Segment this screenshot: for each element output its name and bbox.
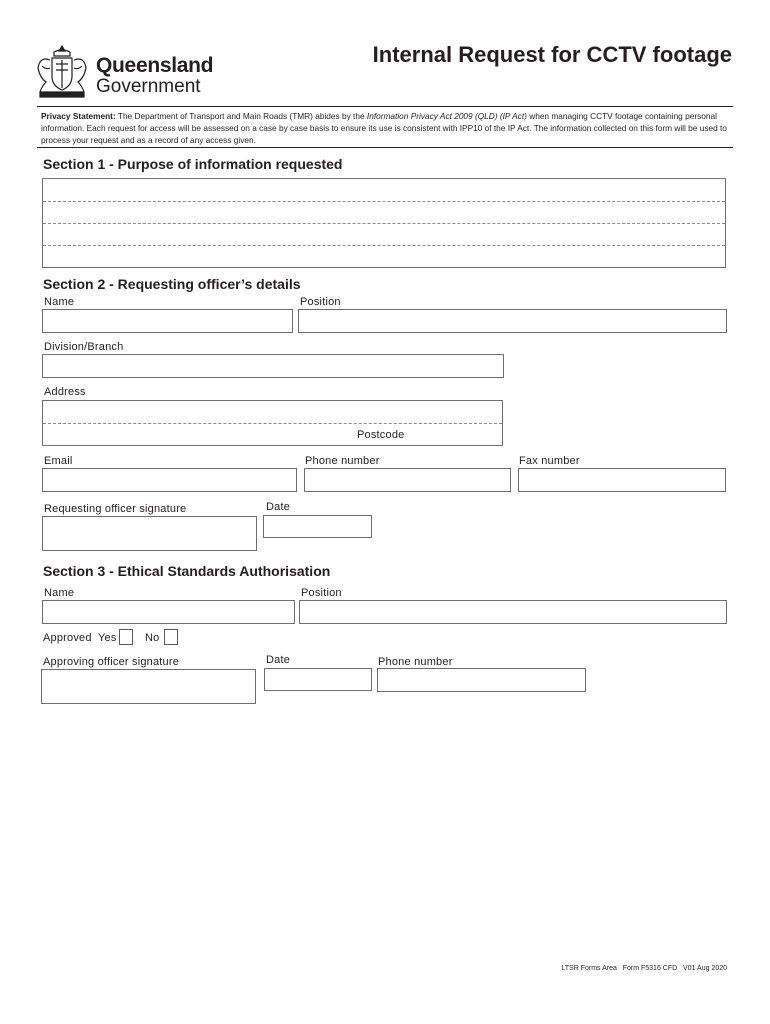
auth-name-field[interactable] — [42, 600, 295, 624]
form-footer: LTSR Forms Area Form F5316 CFD V01 Aug 2020 — [561, 965, 727, 972]
qld-government-logo — [34, 42, 214, 102]
email-label: Email — [44, 455, 73, 467]
logo-line-1: Queensland — [96, 54, 214, 77]
section-1-heading: Section 1 - Purpose of information requested — [43, 156, 343, 172]
page-title: Internal Request for CCTV footage — [372, 42, 732, 67]
phone-label: Phone number — [305, 455, 380, 467]
position-label: Position — [300, 296, 341, 308]
requesting-signature-label: Requesting officer signature — [44, 503, 187, 515]
address-field[interactable] — [42, 400, 503, 446]
privacy-label: Privacy Statement: — [41, 111, 116, 121]
approving-signature-field[interactable] — [41, 669, 256, 704]
address-label: Address — [44, 386, 86, 398]
division-field[interactable] — [42, 354, 504, 378]
section-3-heading: Section 3 - Ethical Standards Authorisation — [43, 563, 331, 579]
privacy-act-name: Information Privacy Act 2009 (QLD) (IP Act) — [366, 111, 527, 121]
auth-phone-label: Phone number — [378, 656, 453, 668]
approved-no-checkbox[interactable] — [164, 629, 178, 645]
approved-label: Approved — [43, 632, 92, 644]
privacy-text-b: when managing CCTV footage containing personal information. Each request for access will be assessed on a case by case basis to ensure its use is consistent with IPP10 of the IP Act. The information collected on this form will be used to process your request and as a record of any access given. — [41, 111, 727, 145]
fax-field[interactable] — [518, 468, 726, 492]
yes-label: Yes — [98, 632, 117, 644]
auth-position-field[interactable] — [299, 600, 727, 624]
privacy-text-a: The Department of Transport and Main Roads (TMR) abides by the — [117, 111, 367, 121]
coat-of-arms-icon — [34, 42, 90, 100]
no-label: No — [145, 632, 160, 644]
fax-label: Fax number — [519, 455, 580, 467]
purpose-field[interactable] — [42, 178, 726, 268]
approved-yes-checkbox[interactable] — [119, 629, 133, 645]
email-field[interactable] — [42, 468, 297, 492]
requesting-signature-field[interactable] — [42, 516, 257, 551]
auth-position-label: Position — [301, 587, 342, 599]
division-label: Division/Branch — [44, 341, 124, 353]
phone-field[interactable] — [304, 468, 511, 492]
name-field[interactable] — [42, 309, 293, 333]
section-2-heading: Section 2 - Requesting officer’s details — [43, 276, 301, 292]
position-field[interactable] — [298, 309, 727, 333]
request-date-label: Date — [266, 501, 291, 513]
auth-name-label: Name — [44, 587, 75, 599]
logo-line-2: Government — [96, 76, 201, 97]
privacy-statement — [37, 106, 733, 148]
request-date-field[interactable] — [263, 515, 372, 538]
auth-date-field[interactable] — [264, 668, 372, 691]
auth-date-label: Date — [266, 654, 291, 666]
name-label: Name — [44, 296, 75, 308]
approving-signature-label: Approving officer signature — [43, 656, 180, 668]
postcode-label: Postcode — [357, 429, 405, 441]
auth-phone-field[interactable] — [377, 668, 586, 692]
